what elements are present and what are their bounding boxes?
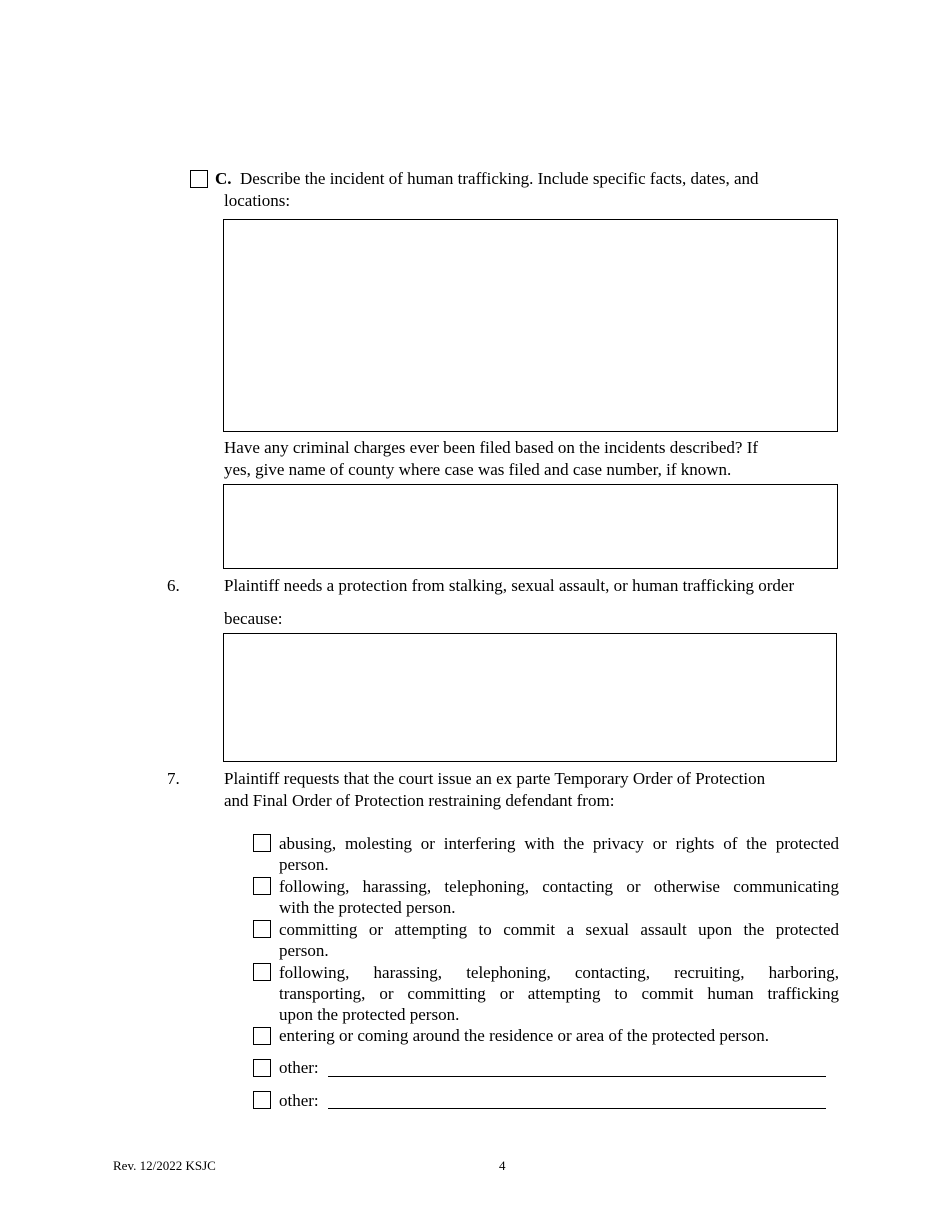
criminal-charges-question-line2: yes, give name of county where case was filed and case number, if known. xyxy=(224,460,732,479)
criminal-charges-field[interactable] xyxy=(223,484,838,569)
sexual-assault-option-line2: person. xyxy=(279,941,329,960)
following-option-line1: following, harassing, telephoning, contacting or otherwise communicating xyxy=(279,877,839,896)
residence-checkbox[interactable] xyxy=(253,1027,271,1045)
section-c-letter: C. xyxy=(215,169,232,188)
criminal-charges-question-line1: Have any criminal charges ever been filed based on the incidents described? If xyxy=(224,438,759,457)
trafficking-option-line2: transporting, or committing or attempting to commit human trafficking xyxy=(279,984,839,1003)
section-c-prompt xyxy=(215,168,759,190)
trafficking-option-line3: upon the protected person. xyxy=(279,1005,460,1024)
other-1-blank[interactable] xyxy=(328,1076,826,1077)
incident-description-field[interactable] xyxy=(223,219,838,432)
other-2-label: other: xyxy=(279,1091,319,1110)
following-checkbox[interactable] xyxy=(253,877,271,895)
page-number: 4 xyxy=(499,1158,506,1173)
section-c-prompt-line2: locations: xyxy=(224,191,291,210)
item-6-number: 6. xyxy=(167,576,180,595)
sexual-assault-checkbox[interactable] xyxy=(253,920,271,938)
other-2-blank[interactable] xyxy=(328,1108,826,1109)
other-1-label: other: xyxy=(279,1058,319,1077)
trafficking-checkbox[interactable] xyxy=(253,963,271,981)
other-2-checkbox[interactable] xyxy=(253,1091,271,1109)
item-6-prompt-line1: Plaintiff needs a protection from stalking, sexual assault, or human trafficking order xyxy=(224,576,795,595)
abusing-option-line2: person. xyxy=(279,855,329,874)
item-7-prompt-line1: Plaintiff requests that the court issue an ex parte Temporary Order of Protection xyxy=(224,769,766,788)
abusing-option-line1: abusing, molesting or interfering with the privacy or rights of the protected xyxy=(279,834,839,853)
residence-option-line1: entering or coming around the residence or area of the protected person. xyxy=(279,1026,769,1045)
section-c-prompt-line1: Describe the incident of human trafficking. Include specific facts, dates, and xyxy=(240,169,759,188)
abusing-checkbox[interactable] xyxy=(253,834,271,852)
item-7-prompt-line2: and Final Order of Protection restraining defendant from: xyxy=(224,791,615,810)
section-c-checkbox[interactable] xyxy=(190,170,208,188)
item-7-number: 7. xyxy=(167,769,180,788)
other-1-checkbox[interactable] xyxy=(253,1059,271,1077)
protection-reason-field[interactable] xyxy=(223,633,837,762)
item-6-prompt-line2: because: xyxy=(224,609,283,628)
trafficking-option-line1: following, harassing, telephoning, contacting, recruiting, harboring, xyxy=(279,963,839,982)
footer-revision: Rev. 12/2022 KSJC xyxy=(113,1158,216,1173)
following-option-line2: with the protected person. xyxy=(279,898,456,917)
sexual-assault-option-line1: committing or attempting to commit a sexual assault upon the protected xyxy=(279,920,839,939)
